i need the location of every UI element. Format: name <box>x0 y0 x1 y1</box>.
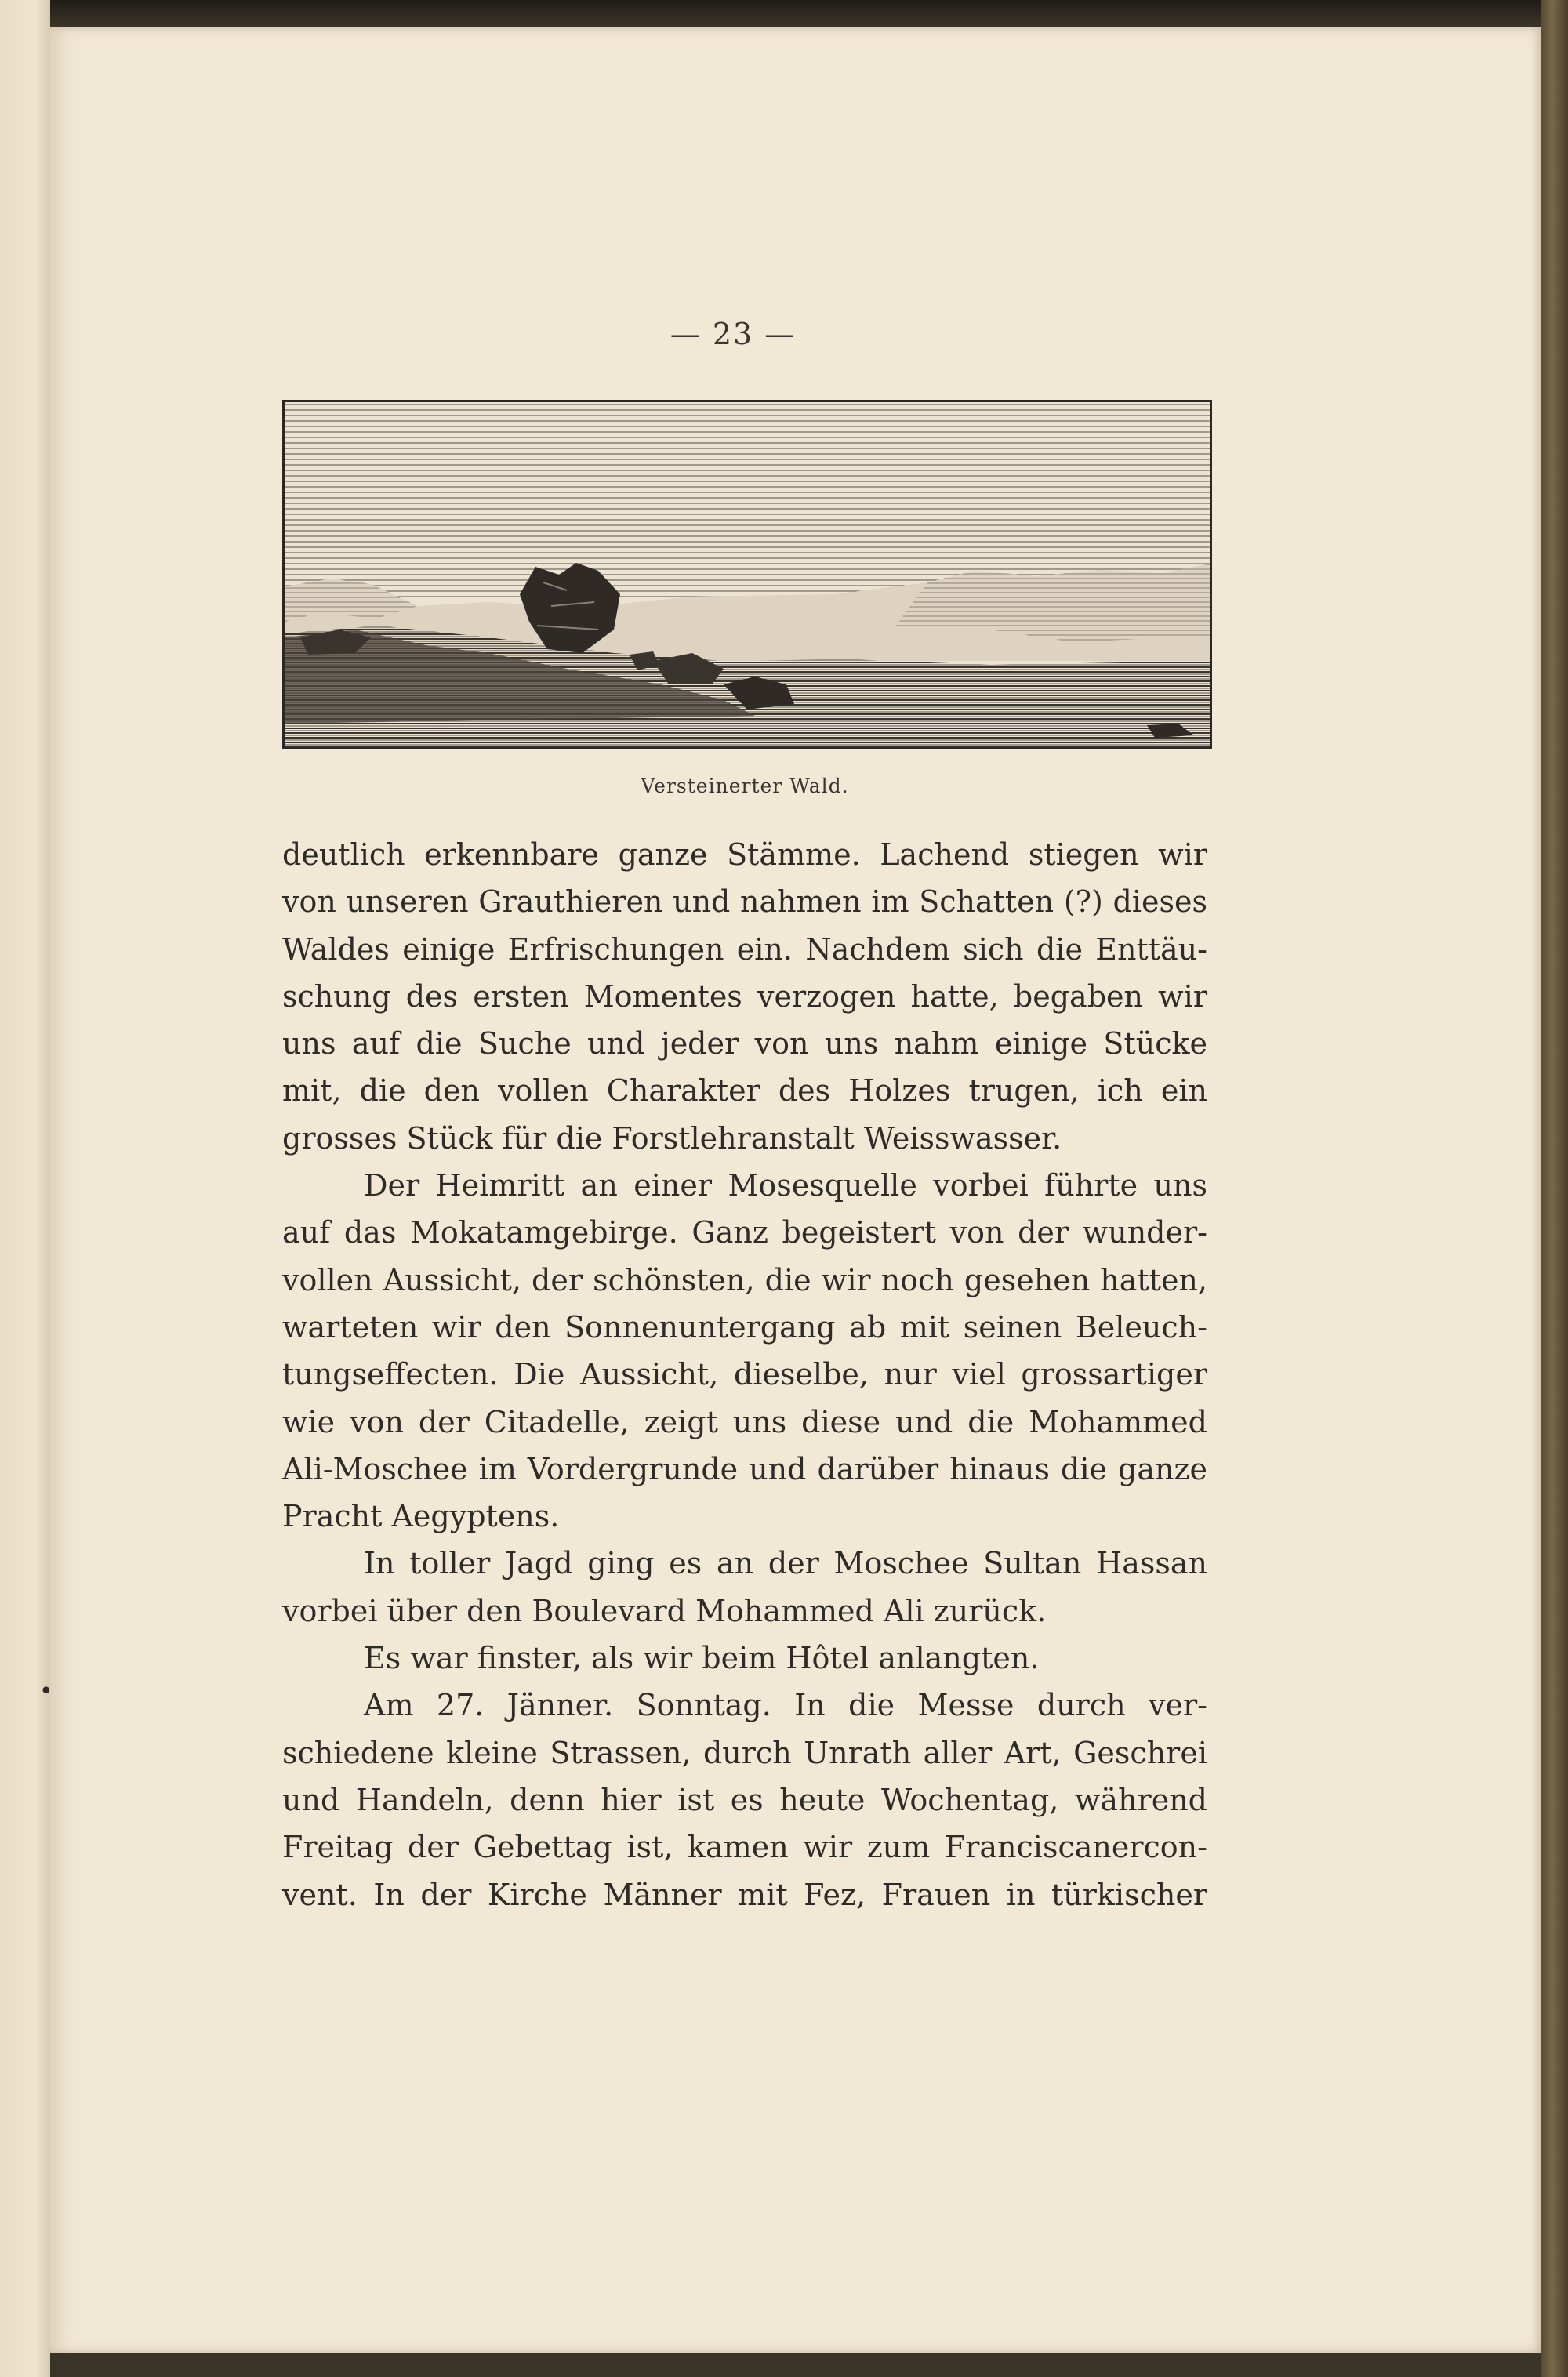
text-line: auf das Mokatamgebirge. Ganz begeistert von der wunder- <box>282 1215 1207 1250</box>
body-text <box>282 831 1207 1918</box>
sky-hatching <box>285 402 1210 598</box>
text-line: und Handeln, denn hier ist es heute Wochentag, während <box>282 1782 1207 1817</box>
petrified-forest-engraving <box>285 402 1210 747</box>
paragraph-start: Der Heimritt an einer Mosesquelle vorbei führte uns <box>364 1168 1207 1203</box>
text-line: mit, die den vollen Charakter des Holzes trugen, ich ein <box>282 1073 1207 1109</box>
text-line: uns auf die Suche und jeder von uns nahm einige Stücke <box>282 1026 1207 1061</box>
figure-caption: Versteinerter Wald. <box>641 775 849 797</box>
text-line: vent. In der Kirche Männer mit Fez, Frauen in türkischer <box>282 1877 1207 1912</box>
text-line: warteten wir den Sonnenuntergang ab mit seinen Beleuch- <box>282 1309 1207 1345</box>
text-line: schiedene kleine Strassen, durch Unrath aller Art, Geschrei <box>282 1735 1207 1770</box>
text-line: deutlich erkennbare ganze Stämme. Lachend stiegen wir <box>282 837 1207 872</box>
page-number: — 23 — <box>670 317 797 351</box>
text-line: Ali-Moschee im Vordergrunde und darüber hinaus die ganze <box>282 1451 1207 1486</box>
text-line: vorbei über den Boulevard Mohammed Ali zurück. <box>282 1593 1047 1628</box>
figure-petrified-forest <box>282 400 1212 749</box>
book-board-top <box>0 0 1568 27</box>
text-line: wie von der Citadelle, zeigt uns diese und die Mohammed <box>282 1404 1207 1439</box>
text-line: grosses Stück für die Forstlehranstalt Weisswasser. <box>282 1120 1062 1156</box>
text-line: vollen Aussicht, der schönsten, die wir noch gesehen hatten, <box>282 1262 1207 1297</box>
text-line: schung des ersten Momentes verzogen hatte, begaben wir <box>282 978 1207 1014</box>
text-line: Waldes einige Erfrischungen ein. Nachdem sich die Enttäu- <box>282 931 1207 967</box>
margin-mark-left: • <box>39 1678 53 1705</box>
paragraph-start: Es war finster, als wir beim Hôtel anlangten. <box>364 1641 1040 1676</box>
book-board-right <box>1541 0 1568 2377</box>
text-line: von unseren Grauthieren und nahmen im Schatten (?) dieses <box>282 884 1207 920</box>
text-line: Freitag der Gebettag ist, kamen wir zum Franciscanercon- <box>282 1830 1207 1865</box>
text-line: tungseffecten. Die Aussicht, dieselbe, nur viel grossartiger <box>282 1357 1207 1392</box>
text-line: Pracht Aegyptens. <box>282 1499 560 1534</box>
paragraph-start: In toller Jagd ging es an der Moschee Sultan Hassan <box>364 1546 1207 1581</box>
paragraph-start: Am 27. Jänner. Sonntag. In die Messe durch ver- <box>364 1688 1207 1723</box>
book-spine <box>0 0 50 2377</box>
